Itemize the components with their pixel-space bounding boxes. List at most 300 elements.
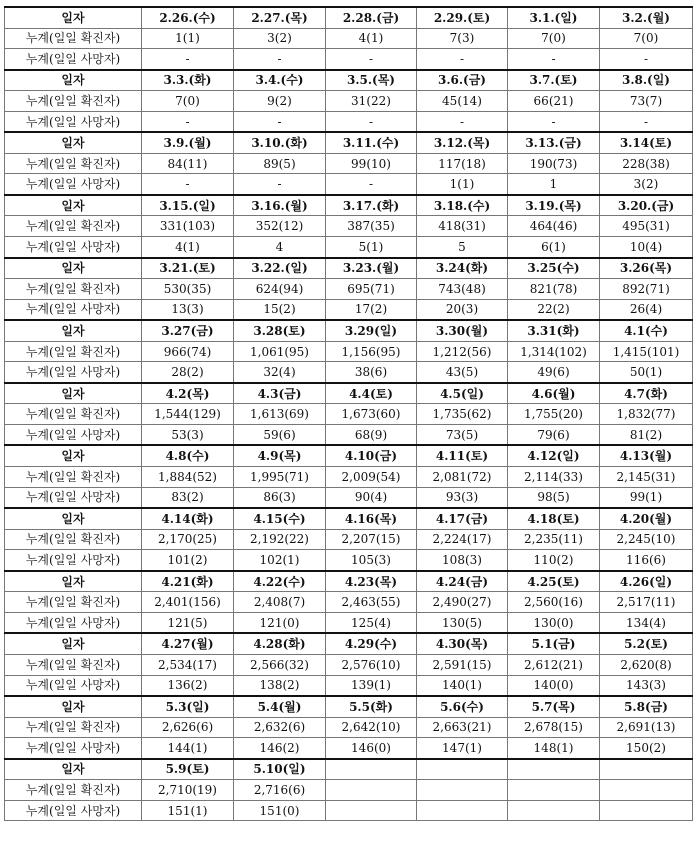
deaths-cell: - <box>142 111 234 132</box>
deaths-cell: 13(3) <box>142 299 234 320</box>
deaths-row <box>5 237 693 258</box>
deaths-row <box>5 487 693 508</box>
confirmed-cell: 2,566(32) <box>234 654 326 675</box>
deaths-cell: 136(2) <box>142 675 234 696</box>
date-label: 일자 <box>5 70 142 91</box>
deaths-cell: 110(2) <box>508 550 600 571</box>
date-cell: 3.15.(일) <box>142 195 234 216</box>
confirmed-label: 누계(일일 확진자) <box>5 341 142 362</box>
date-label: 일자 <box>5 320 142 341</box>
deaths-cell: 99(1) <box>600 487 693 508</box>
confirmed-cell: 464(46) <box>508 216 600 237</box>
confirmed-cell: 2,463(55) <box>326 592 417 613</box>
date-label: 일자 <box>5 258 142 279</box>
deaths-cell <box>417 800 508 821</box>
deaths-cell: 151(0) <box>234 800 326 821</box>
date-cell: 3.16.(월) <box>234 195 326 216</box>
date-cell: 3.12.(목) <box>417 132 508 153</box>
confirmed-cell: 2,642(10) <box>326 717 417 738</box>
confirmed-cell: 2,534(17) <box>142 654 234 675</box>
confirmed-cell: 1,755(20) <box>508 404 600 425</box>
confirmed-label: 누계(일일 확진자) <box>5 717 142 738</box>
date-cell: 4.10(금) <box>326 445 417 466</box>
deaths-cell: 49(6) <box>508 362 600 383</box>
deaths-cell: 134(4) <box>600 612 693 633</box>
confirmed-cell: 66(21) <box>508 91 600 112</box>
date-cell: 3.23.(월) <box>326 258 417 279</box>
deaths-row <box>5 362 693 383</box>
confirmed-cell: 2,081(72) <box>417 467 508 488</box>
date-row <box>5 132 693 153</box>
date-row <box>5 696 693 717</box>
deaths-cell: - <box>508 49 600 70</box>
deaths-cell: 22(2) <box>508 299 600 320</box>
confirmed-label: 누계(일일 확진자) <box>5 28 142 49</box>
date-cell: 3.18.(수) <box>417 195 508 216</box>
confirmed-cell: 2,235(11) <box>508 529 600 550</box>
confirmed-cell: 1,212(56) <box>417 341 508 362</box>
deaths-label: 누계(일일 사망자) <box>5 800 142 821</box>
date-cell: 3.25(수) <box>508 258 600 279</box>
deaths-cell <box>508 800 600 821</box>
deaths-cell: 32(4) <box>234 362 326 383</box>
date-cell: 3.5.(목) <box>326 70 417 91</box>
deaths-label: 누계(일일 사망자) <box>5 612 142 633</box>
confirmed-cell: 966(74) <box>142 341 234 362</box>
deaths-cell: 144(1) <box>142 738 234 759</box>
deaths-cell: 121(0) <box>234 612 326 633</box>
deaths-cell: 5(1) <box>326 237 417 258</box>
date-label: 일자 <box>5 508 142 529</box>
deaths-cell: 140(0) <box>508 675 600 696</box>
date-label: 일자 <box>5 383 142 404</box>
confirmed-cell: 1,995(71) <box>234 467 326 488</box>
date-cell: 2.28.(금) <box>326 7 417 28</box>
confirmed-cell: 821(78) <box>508 279 600 300</box>
confirmed-label: 누계(일일 확진자) <box>5 91 142 112</box>
date-cell: 3.26(목) <box>600 258 693 279</box>
date-row <box>5 70 693 91</box>
date-cell: 4.2(목) <box>142 383 234 404</box>
confirmed-cell: 1,415(101) <box>600 341 693 362</box>
confirmed-cell: 2,560(16) <box>508 592 600 613</box>
deaths-cell: 125(4) <box>326 612 417 633</box>
deaths-cell: - <box>142 49 234 70</box>
deaths-cell: 139(1) <box>326 675 417 696</box>
deaths-row <box>5 550 693 571</box>
date-cell: 4.3(금) <box>234 383 326 404</box>
confirmed-row <box>5 467 693 488</box>
confirmed-cell: 2,207(15) <box>326 529 417 550</box>
deaths-label: 누계(일일 사망자) <box>5 487 142 508</box>
date-cell: 4.26(일) <box>600 571 693 592</box>
date-row <box>5 633 693 654</box>
confirmed-cell: 2,591(15) <box>417 654 508 675</box>
confirmed-cell <box>417 780 508 801</box>
deaths-cell: 26(4) <box>600 299 693 320</box>
date-cell: 4.5(일) <box>417 383 508 404</box>
deaths-cell <box>600 800 693 821</box>
confirmed-cell: 1,061(95) <box>234 341 326 362</box>
date-cell: 4.1(수) <box>600 320 693 341</box>
deaths-cell: 83(2) <box>142 487 234 508</box>
date-cell: 3.27(금) <box>142 320 234 341</box>
date-label: 일자 <box>5 445 142 466</box>
deaths-cell: - <box>417 111 508 132</box>
deaths-row <box>5 174 693 195</box>
date-cell: 4.8(수) <box>142 445 234 466</box>
date-cell: 4.28(화) <box>234 633 326 654</box>
deaths-cell: 79(6) <box>508 424 600 445</box>
confirmed-cell: 2,114(33) <box>508 467 600 488</box>
confirmed-cell: 2,716(6) <box>234 780 326 801</box>
confirmed-cell: 89(5) <box>234 153 326 174</box>
date-cell: 3.11.(수) <box>326 132 417 153</box>
deaths-cell: 68(9) <box>326 424 417 445</box>
date-row <box>5 759 693 780</box>
date-cell: 3.17.(화) <box>326 195 417 216</box>
deaths-cell: 130(5) <box>417 612 508 633</box>
date-label: 일자 <box>5 571 142 592</box>
confirmed-cell: 84(11) <box>142 153 234 174</box>
date-cell: 3.2.(월) <box>600 7 693 28</box>
confirmed-cell: 2,401(156) <box>142 592 234 613</box>
confirmed-cell: 2,517(11) <box>600 592 693 613</box>
confirmed-cell: 1,884(52) <box>142 467 234 488</box>
date-cell: 5.2(토) <box>600 633 693 654</box>
deaths-label: 누계(일일 사망자) <box>5 550 142 571</box>
deaths-row <box>5 424 693 445</box>
date-cell: 5.10(일) <box>234 759 326 780</box>
deaths-cell: 98(5) <box>508 487 600 508</box>
confirmed-cell: 99(10) <box>326 153 417 174</box>
confirmed-row <box>5 529 693 550</box>
covid-cumulative-table <box>4 6 693 821</box>
date-row <box>5 508 693 529</box>
deaths-cell: - <box>600 49 693 70</box>
deaths-label: 누계(일일 사망자) <box>5 49 142 70</box>
deaths-cell: 138(2) <box>234 675 326 696</box>
deaths-row <box>5 738 693 759</box>
deaths-label: 누계(일일 사망자) <box>5 362 142 383</box>
confirmed-cell: 228(38) <box>600 153 693 174</box>
confirmed-cell: 2,678(15) <box>508 717 600 738</box>
confirmed-cell <box>600 780 693 801</box>
confirmed-cell: 190(73) <box>508 153 600 174</box>
confirmed-label: 누계(일일 확진자) <box>5 404 142 425</box>
date-cell: 2.29.(토) <box>417 7 508 28</box>
deaths-cell: 28(2) <box>142 362 234 383</box>
date-cell: 3.13.(금) <box>508 132 600 153</box>
date-cell: 2.26.(수) <box>142 7 234 28</box>
confirmed-cell: 2,612(21) <box>508 654 600 675</box>
date-label: 일자 <box>5 195 142 216</box>
confirmed-row <box>5 216 693 237</box>
deaths-row <box>5 675 693 696</box>
confirmed-cell: 7(0) <box>142 91 234 112</box>
confirmed-cell: 892(71) <box>600 279 693 300</box>
deaths-cell: - <box>234 111 326 132</box>
deaths-cell: 10(4) <box>600 237 693 258</box>
deaths-cell: - <box>417 49 508 70</box>
deaths-cell: 6(1) <box>508 237 600 258</box>
confirmed-cell: 2,170(25) <box>142 529 234 550</box>
date-cell: 3.6.(금) <box>417 70 508 91</box>
deaths-cell: 102(1) <box>234 550 326 571</box>
confirmed-label: 누계(일일 확진자) <box>5 592 142 613</box>
confirmed-row <box>5 404 693 425</box>
date-cell: 3.4.(수) <box>234 70 326 91</box>
date-cell: 4.17(금) <box>417 508 508 529</box>
date-cell: 2.27.(목) <box>234 7 326 28</box>
date-cell: 3.1.(일) <box>508 7 600 28</box>
date-cell: 3.7.(토) <box>508 70 600 91</box>
confirmed-row <box>5 592 693 613</box>
deaths-cell <box>326 800 417 821</box>
deaths-label: 누계(일일 사망자) <box>5 738 142 759</box>
deaths-cell: 1(1) <box>417 174 508 195</box>
date-cell: 3.31(화) <box>508 320 600 341</box>
table-body <box>5 7 693 821</box>
deaths-cell: 73(5) <box>417 424 508 445</box>
deaths-cell: 1 <box>508 174 600 195</box>
date-label: 일자 <box>5 696 142 717</box>
deaths-cell: 140(1) <box>417 675 508 696</box>
date-cell <box>417 759 508 780</box>
confirmed-cell: 2,145(31) <box>600 467 693 488</box>
deaths-cell: 130(0) <box>508 612 600 633</box>
date-cell: 3.3.(화) <box>142 70 234 91</box>
confirmed-cell: 2,620(8) <box>600 654 693 675</box>
deaths-cell: 81(2) <box>600 424 693 445</box>
confirmed-row <box>5 153 693 174</box>
confirmed-row <box>5 91 693 112</box>
deaths-cell: 150(2) <box>600 738 693 759</box>
confirmed-label: 누계(일일 확진자) <box>5 780 142 801</box>
date-cell: 4.6(월) <box>508 383 600 404</box>
confirmed-cell: 1,156(95) <box>326 341 417 362</box>
deaths-cell: 5 <box>417 237 508 258</box>
date-cell: 3.24(화) <box>417 258 508 279</box>
confirmed-cell: 743(48) <box>417 279 508 300</box>
deaths-row <box>5 800 693 821</box>
deaths-row <box>5 111 693 132</box>
deaths-cell: - <box>326 174 417 195</box>
date-row <box>5 445 693 466</box>
date-cell: 5.8(금) <box>600 696 693 717</box>
date-row <box>5 383 693 404</box>
date-row <box>5 258 693 279</box>
deaths-cell: 38(6) <box>326 362 417 383</box>
confirmed-cell: 2,224(17) <box>417 529 508 550</box>
date-cell: 3.30(월) <box>417 320 508 341</box>
date-cell: 3.14(토) <box>600 132 693 153</box>
date-cell <box>508 759 600 780</box>
confirmed-cell <box>508 780 600 801</box>
deaths-cell: 15(2) <box>234 299 326 320</box>
deaths-cell: 143(3) <box>600 675 693 696</box>
confirmed-cell: 7(3) <box>417 28 508 49</box>
date-cell: 3.20.(금) <box>600 195 693 216</box>
confirmed-cell: 695(71) <box>326 279 417 300</box>
confirmed-cell: 387(35) <box>326 216 417 237</box>
confirmed-cell: 2,576(10) <box>326 654 417 675</box>
deaths-label: 누계(일일 사망자) <box>5 237 142 258</box>
date-cell: 4.29(수) <box>326 633 417 654</box>
date-cell: 3.19.(목) <box>508 195 600 216</box>
date-label: 일자 <box>5 633 142 654</box>
confirmed-row <box>5 279 693 300</box>
confirmed-cell: 1(1) <box>142 28 234 49</box>
date-cell: 5.1(금) <box>508 633 600 654</box>
deaths-cell: 43(5) <box>417 362 508 383</box>
date-cell: 4.14(화) <box>142 508 234 529</box>
confirmed-cell: 2,245(10) <box>600 529 693 550</box>
confirmed-cell: 331(103) <box>142 216 234 237</box>
deaths-label: 누계(일일 사망자) <box>5 424 142 445</box>
deaths-cell: 86(3) <box>234 487 326 508</box>
date-cell: 4.13(월) <box>600 445 693 466</box>
deaths-cell: - <box>508 111 600 132</box>
date-cell: 4.30(목) <box>417 633 508 654</box>
confirmed-row <box>5 341 693 362</box>
deaths-label: 누계(일일 사망자) <box>5 174 142 195</box>
confirmed-cell: 117(18) <box>417 153 508 174</box>
confirmed-cell: 1,735(62) <box>417 404 508 425</box>
confirmed-cell: 1,613(69) <box>234 404 326 425</box>
date-cell: 4.16(목) <box>326 508 417 529</box>
date-label: 일자 <box>5 759 142 780</box>
confirmed-cell: 31(22) <box>326 91 417 112</box>
deaths-cell: 146(0) <box>326 738 417 759</box>
confirmed-cell: 624(94) <box>234 279 326 300</box>
date-row <box>5 320 693 341</box>
date-cell: 5.3(일) <box>142 696 234 717</box>
confirmed-cell: 7(0) <box>508 28 600 49</box>
confirmed-cell: 2,710(19) <box>142 780 234 801</box>
date-cell: 4.20(월) <box>600 508 693 529</box>
deaths-cell: - <box>600 111 693 132</box>
date-row <box>5 195 693 216</box>
date-cell: 3.8.(일) <box>600 70 693 91</box>
confirmed-cell: 1,832(77) <box>600 404 693 425</box>
confirmed-cell: 530(35) <box>142 279 234 300</box>
confirmed-row <box>5 28 693 49</box>
deaths-cell: 108(3) <box>417 550 508 571</box>
date-cell: 4.23(목) <box>326 571 417 592</box>
confirmed-cell: 2,408(7) <box>234 592 326 613</box>
confirmed-cell: 2,490(27) <box>417 592 508 613</box>
date-cell: 5.9(토) <box>142 759 234 780</box>
deaths-cell: 105(3) <box>326 550 417 571</box>
confirmed-cell: 2,009(54) <box>326 467 417 488</box>
confirmed-cell: 45(14) <box>417 91 508 112</box>
confirmed-cell: 352(12) <box>234 216 326 237</box>
confirmed-label: 누계(일일 확진자) <box>5 279 142 300</box>
date-cell: 4.21(화) <box>142 571 234 592</box>
date-cell: 3.29(일) <box>326 320 417 341</box>
deaths-cell: - <box>234 49 326 70</box>
deaths-cell: - <box>326 111 417 132</box>
confirmed-cell: 1,673(60) <box>326 404 417 425</box>
confirmed-cell: 2,626(6) <box>142 717 234 738</box>
confirmed-cell: 73(7) <box>600 91 693 112</box>
confirmed-cell: 9(2) <box>234 91 326 112</box>
date-cell: 4.27(월) <box>142 633 234 654</box>
date-cell: 5.5(화) <box>326 696 417 717</box>
date-cell: 5.6(수) <box>417 696 508 717</box>
deaths-cell: 121(5) <box>142 612 234 633</box>
confirmed-label: 누계(일일 확진자) <box>5 153 142 174</box>
deaths-cell: 50(1) <box>600 362 693 383</box>
deaths-row <box>5 299 693 320</box>
deaths-row <box>5 612 693 633</box>
deaths-cell: - <box>142 174 234 195</box>
date-cell: 4.24(금) <box>417 571 508 592</box>
deaths-cell: 90(4) <box>326 487 417 508</box>
date-cell: 4.12(일) <box>508 445 600 466</box>
date-cell <box>326 759 417 780</box>
date-cell: 4.4(토) <box>326 383 417 404</box>
deaths-cell: 3(2) <box>600 174 693 195</box>
confirmed-label: 누계(일일 확진자) <box>5 654 142 675</box>
date-cell: 4.11(토) <box>417 445 508 466</box>
date-cell: 3.22.(일) <box>234 258 326 279</box>
deaths-cell: - <box>234 174 326 195</box>
date-cell: 3.21.(토) <box>142 258 234 279</box>
confirmed-cell: 4(1) <box>326 28 417 49</box>
date-row <box>5 7 693 28</box>
deaths-label: 누계(일일 사망자) <box>5 299 142 320</box>
date-cell: 4.9(목) <box>234 445 326 466</box>
date-cell: 3.28(토) <box>234 320 326 341</box>
confirmed-cell: 418(31) <box>417 216 508 237</box>
date-cell: 4.22(수) <box>234 571 326 592</box>
confirmed-cell: 7(0) <box>600 28 693 49</box>
date-cell: 4.15(수) <box>234 508 326 529</box>
confirmed-cell: 2,632(6) <box>234 717 326 738</box>
deaths-cell: 148(1) <box>508 738 600 759</box>
deaths-cell: 59(6) <box>234 424 326 445</box>
confirmed-label: 누계(일일 확진자) <box>5 467 142 488</box>
confirmed-cell: 1,314(102) <box>508 341 600 362</box>
confirmed-row <box>5 780 693 801</box>
confirmed-row <box>5 654 693 675</box>
deaths-cell: - <box>326 49 417 70</box>
confirmed-cell: 1,544(129) <box>142 404 234 425</box>
deaths-cell: 147(1) <box>417 738 508 759</box>
deaths-cell: 20(3) <box>417 299 508 320</box>
confirmed-label: 누계(일일 확진자) <box>5 529 142 550</box>
date-cell: 4.18(토) <box>508 508 600 529</box>
deaths-cell: 4 <box>234 237 326 258</box>
confirmed-label: 누계(일일 확진자) <box>5 216 142 237</box>
date-label: 일자 <box>5 7 142 28</box>
confirmed-cell <box>326 780 417 801</box>
deaths-cell: 93(3) <box>417 487 508 508</box>
deaths-label: 누계(일일 사망자) <box>5 675 142 696</box>
confirmed-cell: 2,192(22) <box>234 529 326 550</box>
deaths-cell: 4(1) <box>142 237 234 258</box>
deaths-cell: 101(2) <box>142 550 234 571</box>
date-cell: 4.7(화) <box>600 383 693 404</box>
date-cell: 5.7(목) <box>508 696 600 717</box>
confirmed-cell: 3(2) <box>234 28 326 49</box>
date-row <box>5 571 693 592</box>
deaths-label: 누계(일일 사망자) <box>5 111 142 132</box>
confirmed-cell: 2,663(21) <box>417 717 508 738</box>
date-cell <box>600 759 693 780</box>
